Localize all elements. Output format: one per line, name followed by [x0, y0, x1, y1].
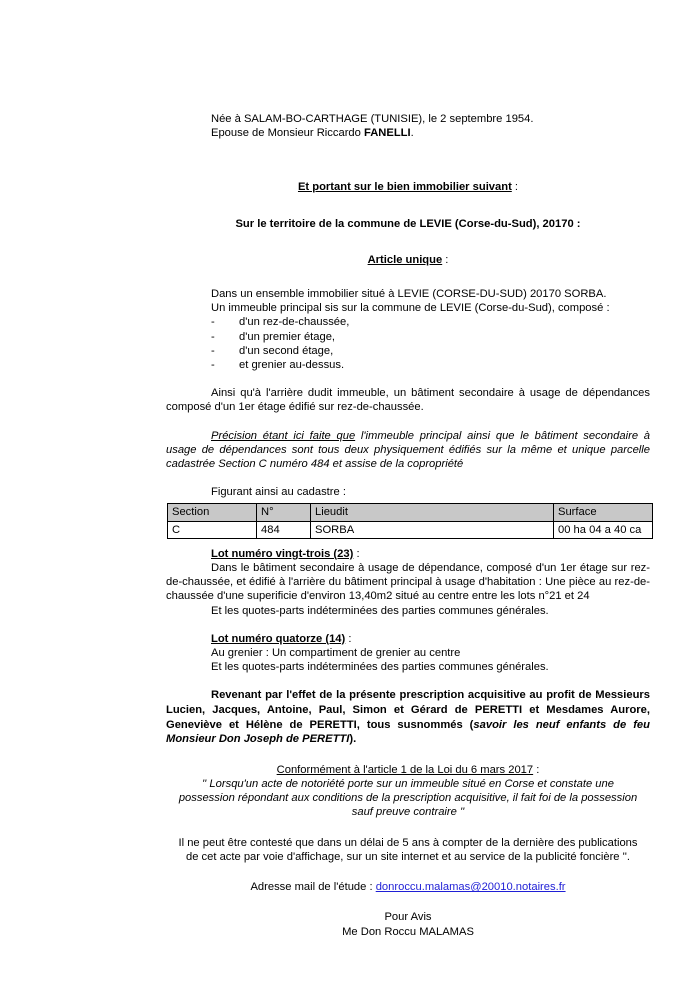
list-item [211, 330, 650, 344]
lot-14-title [166, 632, 650, 646]
contestation-line-1: Il ne peut être contesté que dans un délai de 5 ans à compter de la dernière des publications [178, 836, 638, 849]
heading-bien-immobilier-colon: : [511, 181, 519, 194]
dash-bullet-icon: - [211, 330, 215, 343]
column-header-numero: N° [257, 504, 311, 521]
spacer [166, 160, 650, 180]
heading-article-unique-text: Article unique [367, 253, 443, 266]
intro-surname: FANELLI [363, 127, 411, 140]
intro-line-1: Née à SALAM-BO-CARTHAGE (TUNISIE), le 2 septembre 1954. [211, 113, 534, 125]
lot-23-title-text: Lot numéro vingt-trois (23) [211, 547, 354, 560]
citation-line-1: '' Lorsqu'un acte de notoriété porte sur un immeuble situé en Corse et constate une [202, 778, 614, 791]
cadastre-table [167, 503, 653, 538]
spacer [166, 471, 650, 485]
lot-23-title-colon: : [353, 547, 360, 560]
revenant-paragraph [166, 688, 650, 746]
spacer [166, 747, 650, 763]
composition-list [166, 315, 650, 372]
spacer [166, 894, 650, 910]
citation-line-2: possession répondant aux conditions de la prescription acquisitive, il fait foi de la possession [178, 792, 638, 805]
intro-line-2-suffix: . [410, 127, 414, 140]
contestation-line-2: de cet acte par voie d'affichage, sur un site internet et au service de la publicité foncière ''. [185, 850, 630, 863]
lot-23-quotes: Et les quotes-parts indéterminées des parties communes générales. [211, 604, 549, 617]
precision-paragraph [166, 429, 650, 472]
signature-block [166, 910, 650, 939]
column-header-surface: Surface [554, 504, 653, 521]
spacer [166, 820, 650, 836]
citation-line-3: sauf preuve contraire '' [351, 806, 465, 819]
signature-line-2: Me Don Roccu MALAMAS [342, 925, 474, 938]
list-item-label: d'un rez-de-chaussée, [239, 316, 350, 329]
column-header-lieudit: Lieudit [311, 504, 554, 521]
conformement-heading [166, 763, 650, 777]
dash-bullet-icon: - [211, 344, 215, 357]
list-item [211, 315, 650, 329]
lot-14-title-text: Lot numéro quatorze (14) [211, 632, 346, 645]
dash-bullet-icon: - [211, 316, 215, 329]
heading-article-unique [166, 253, 650, 267]
email-link[interactable]: donroccu.malamas@20010.notaires.fr [375, 881, 566, 894]
lot-23-title [166, 547, 650, 561]
list-item-label: d'un second étage, [239, 344, 334, 357]
intro-line-2 [211, 126, 650, 140]
ensemble-line-2: Un immeuble principal sis sur la commune de LEVIE (Corse-du-Sud), composé : [211, 302, 610, 315]
arriere-paragraph: Ainsi qu'à l'arrière dudit immeuble, un bâtiment secondaire à usage de dépendances composé d'un 1er étage édifié sur rez-de-chaussée. [166, 387, 650, 414]
spacer [166, 539, 650, 547]
conformement-text: Conformément à l'article 1 de la Loi du 6 mars 2017 [276, 763, 534, 776]
heading-bien-immobilier-text: Et portant sur le bien immobilier suivant [297, 181, 512, 194]
cell-numero: 484 [257, 521, 311, 538]
lot-14-title-colon: : [345, 632, 352, 645]
cell-section: C [168, 521, 257, 538]
precision-lead: Précision étant ici faite que [211, 429, 356, 442]
spacer [166, 195, 650, 217]
table-body [168, 521, 653, 538]
column-header-section: Section [168, 504, 257, 521]
intro-block [166, 112, 650, 140]
signature-line-1: Pour Avis [384, 911, 432, 924]
precision-rest: l'immeuble principal ainsi que le bâtiment secondaire à usage de dépendances sont tous deux physiquement édifiés sur la même et unique parcelle cadastrée Section C numéro 484 et assise de la copropriété [166, 429, 650, 471]
spacer [166, 618, 650, 632]
spacer [166, 674, 650, 688]
email-line [166, 880, 650, 894]
list-item-label: d'un premier étage, [239, 330, 336, 343]
table-row [168, 521, 653, 538]
spacer [166, 140, 650, 160]
citation-block [166, 777, 650, 820]
spacer [166, 267, 650, 287]
revenant-part-2: ). [349, 733, 357, 746]
spacer [166, 864, 650, 880]
list-item [211, 358, 650, 372]
ensemble-block [166, 287, 650, 315]
table-head [168, 504, 653, 521]
heading-bien-immobilier [166, 180, 650, 194]
email-label: Adresse mail de l'étude : [250, 881, 376, 894]
conformement-colon: : [533, 763, 540, 776]
dash-bullet-icon: - [211, 359, 215, 372]
spacer [166, 231, 650, 253]
revenant-italic: savoir les neuf enfants de feu Monsieur Don Joseph de PERETTI [166, 718, 650, 746]
heading-territoire: Sur le territoire de la commune de LEVIE (Corse-du-Sud), 20170 : [235, 217, 581, 230]
lot-14-quotes: Et les quotes-parts indéterminées des parties communes générales. [211, 661, 549, 674]
revenant-part-1: Revenant par l'effet de la présente prescription acquisitive au profit de Messieurs Lucien, Jacques, Antoine, Paul, Simon et Gérard de PERETTI et Mesdames Aurore, Geneviève et Hélène de PERETTI, tous susnommés ( [166, 689, 650, 731]
contestation-block [166, 836, 650, 864]
spacer [166, 372, 650, 386]
lot-23-body: Dans le bâtiment secondaire à usage de dépendance, composé d'un 1er étage sur rez-de-chaussée, et édifié à l'arrière du bâtiment principal à usage d'habitation : Une pièce au rez-de-chaussée d'une superificie d'environ 13,40m2 situé au centre entre les lots n°21 et 24 [166, 562, 650, 603]
cell-surface: 00 ha 04 a 40 ca [554, 521, 653, 538]
cadastre-intro: Figurant ainsi au cadastre : [211, 486, 346, 499]
list-item [211, 344, 650, 358]
document-body [166, 112, 650, 939]
heading-article-unique-colon: : [442, 253, 449, 266]
table-header-row [168, 504, 653, 521]
list-item-label: et grenier au-dessus. [239, 359, 345, 372]
intro-line-2-prefix: Epouse de Monsieur Riccardo [211, 127, 364, 140]
spacer [166, 415, 650, 429]
cell-lieudit: SORBA [311, 521, 554, 538]
ensemble-line-1: Dans un ensemble immobilier situé à LEVIE (CORSE-DU-SUD) 20170 SORBA. [211, 288, 607, 301]
lot-14-body: Au grenier : Un compartiment de grenier au centre [211, 647, 461, 660]
